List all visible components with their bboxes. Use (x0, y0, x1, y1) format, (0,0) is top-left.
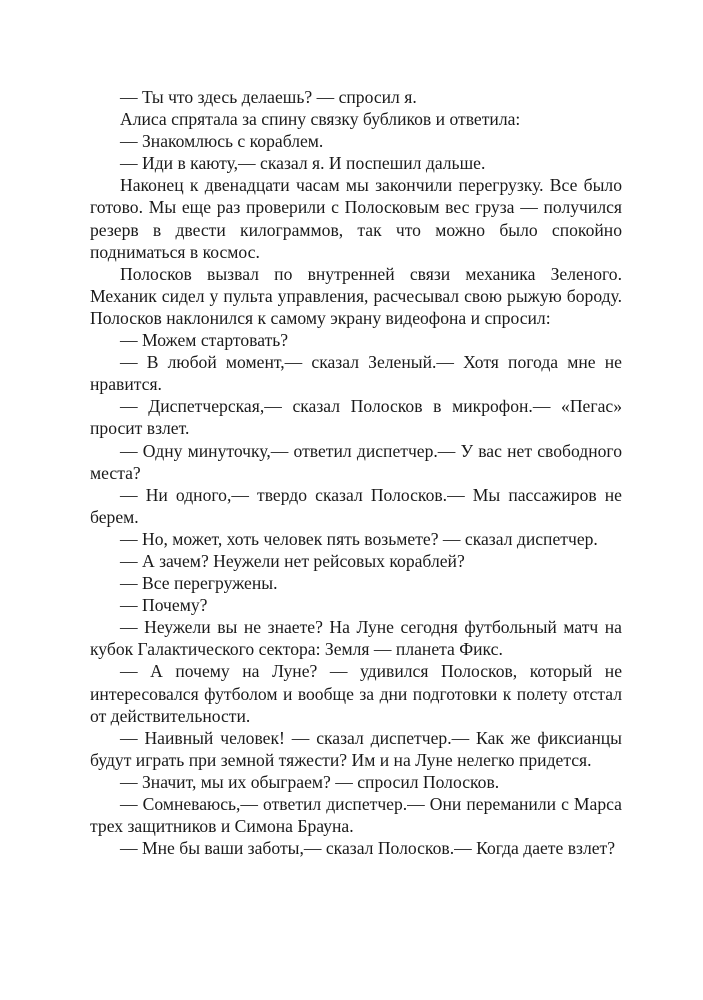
paragraph-12: — Но, может, хоть человек пять возьмете? — сказал диспетчер. (120, 528, 598, 549)
paragraph-6: Полосков вызвал по внутренней связи механика Зеленого. Механик сидел у пульта управления, расчесывал свою рыжую бороду. Полосков наклонился к самому экрану видеофона и спросил: (90, 263, 622, 328)
paragraph-20: — Сомневаюсь,— ответил диспетчер.— Они переманили с Марса трех защитников и Симона Брауна. (90, 794, 622, 837)
paragraph-4: — Иди в каюту,— сказал я. И поспешил дальше. (120, 153, 486, 174)
paragraph-1: — Ты что здесь делаешь? — спросил я. (120, 87, 417, 107)
paragraph-9: — Диспетчерская,— сказал Полосков в микрофон.— «Пегас» просит взлет. (90, 396, 622, 439)
paragraph-14: — Все перегружены. (120, 573, 278, 594)
paragraph-3: — Знакомлюсь с кораблем. (120, 131, 324, 152)
paragraph-10: — Одну минуточку,— ответил диспетчер.— У вас нет свободного места? (90, 440, 622, 483)
paragraph-18: — Наивный человек! — сказал диспетчер.— Как же фиксианцы будут играть при земной тяжести? Им и на Луне нелегко придется. (90, 727, 622, 770)
paragraph-19: — Значит, мы их обыграем? — спросил Полосков. (120, 771, 500, 792)
paragraph-21: — Мне бы ваши заботы,— сказал Полосков.— Когда даете взлет? (120, 838, 616, 859)
paragraph-5: Наконец к двенадцати часам мы закончили перегрузку. Все было готово. Мы еще раз проверили с Полосковым вес груза — получился резерв в двести килограммов, так что можно было спокойно подниматься в космос. (90, 175, 622, 262)
paragraph-8: — В любой момент,— сказал Зеленый.— Хотя погода мне не нравится. (90, 352, 622, 395)
book-page (90, 86, 622, 859)
paragraph-7: — Можем стартовать? (120, 330, 289, 351)
paragraph-17: — А почему на Луне? — удивился Полосков, который не интересовался футболом и вообще за дни подготовки к полету отстал от действительности. (90, 661, 622, 726)
paragraph-16: — Неужели вы не знаете? На Луне сегодня футбольный матч на кубок Галактического сектора: Земля — планета Фикс. (90, 617, 622, 660)
paragraph-2: Алиса спрятала за спину связку бубликов и ответила: (120, 109, 521, 130)
paragraph-15: — Почему? (120, 595, 208, 616)
paragraph-13: — А зачем? Неужели нет рейсовых кораблей? (120, 550, 465, 571)
paragraph-11: — Ни одного,— твердо сказал Полосков.— Мы пассажиров не берем. (90, 484, 622, 527)
